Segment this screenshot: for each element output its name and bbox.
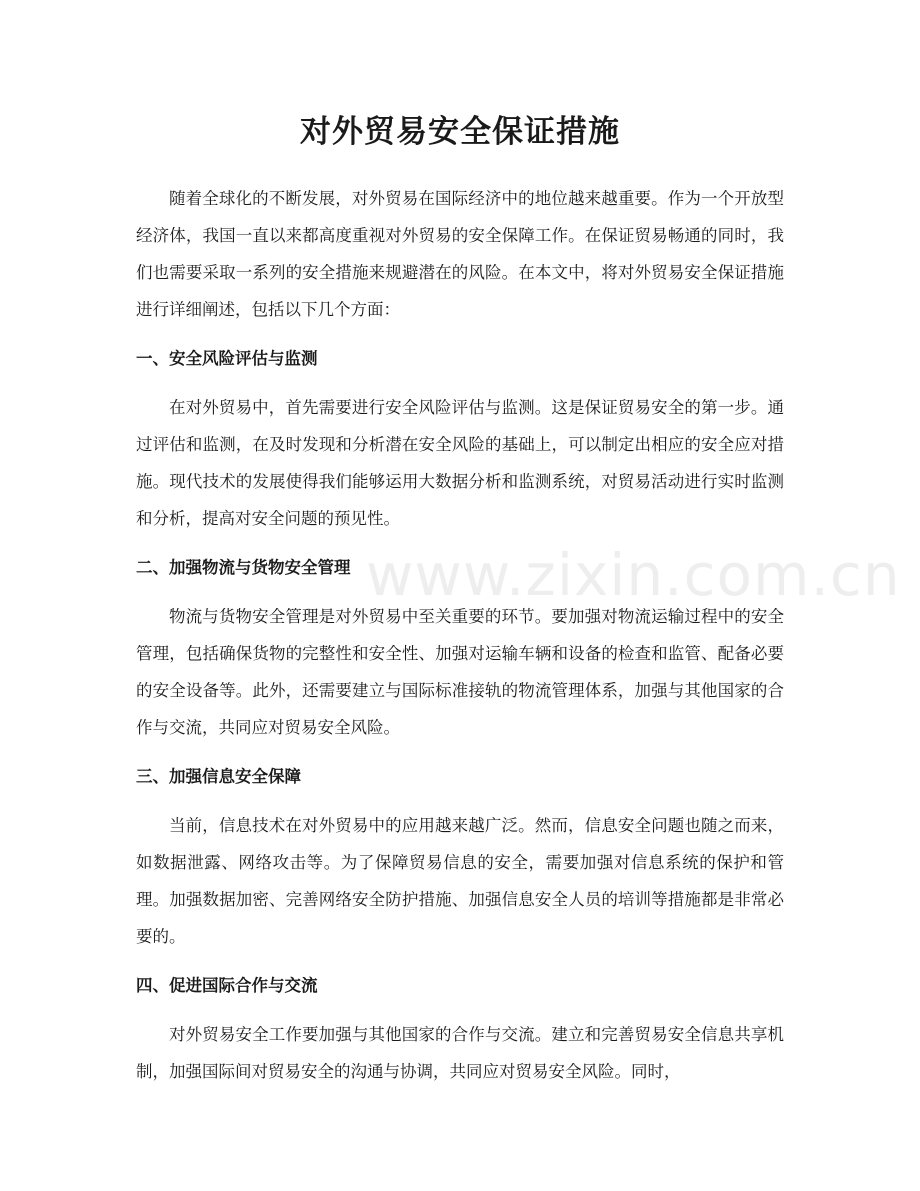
document-body [136,180,784,1090]
section-paragraph-4: 对外贸易安全工作要加强与其他国家的合作与交流。建立和完善贸易安全信息共享机制，加强国际间对贸易安全的沟通与协调，共同应对贸易安全风险。同时， [136,1025,784,1081]
page-title: 对外贸易安全保证措施 [300,114,620,150]
section-heading-2: 二、加强物流与货物安全管理 [136,558,351,577]
section-paragraph-2: 物流与货物安全管理是对外贸易中至关重要的环节。要加强对物流运输过程中的安全管理，包括确保货物的完整性和安全性、加强对运输车辆和设备的检查和监管、配备必要的安全设备等。此外，还需要建立与国际标准接轨的物流管理体系，加强与其他国家的合作与交流，共同应对贸易安全风险。 [136,607,784,737]
section-paragraph-1: 在对外贸易中，首先需要进行安全风险评估与监测。这是保证贸易安全的第一步。通过评估和监测，在及时发现和分析潜在安全风险的基础上，可以制定出相应的安全应对措施。现代技术的发展使得我们能够运用大数据分析和监测系统，对贸易活动进行实时监测和分析，提高对安全问题的预见性。 [136,398,784,528]
intro-paragraph: 随着全球化的不断发展，对外贸易在国际经济中的地位越来越重要。作为一个开放型经济体，我国一直以来都高度重视对外贸易的安全保障工作。在保证贸易畅通的同时，我们也需要采取一系列的安全措施来规避潜在的风险。在本文中，将对外贸易安全保证措施进行详细阐述，包括以下几个方面： [136,189,784,319]
section-paragraph-3: 当前，信息技术在对外贸易中的应用越来越广泛。然而，信息安全问题也随之而来，如数据泄露、网络攻击等。为了保障贸易信息的安全，需要加强对信息系统的保护和管理。加强数据加密、完善网络安全防护措施、加强信息安全人员的培训等措施都是非常必要的。 [136,816,784,946]
watermark: www.zixin.com.cn [366,541,901,609]
section-heading-1: 一、安全风险评估与监测 [136,349,318,368]
section-heading-3: 三、加强信息安全保障 [136,767,301,786]
section-heading-4: 四、促进国际合作与交流 [136,976,318,995]
